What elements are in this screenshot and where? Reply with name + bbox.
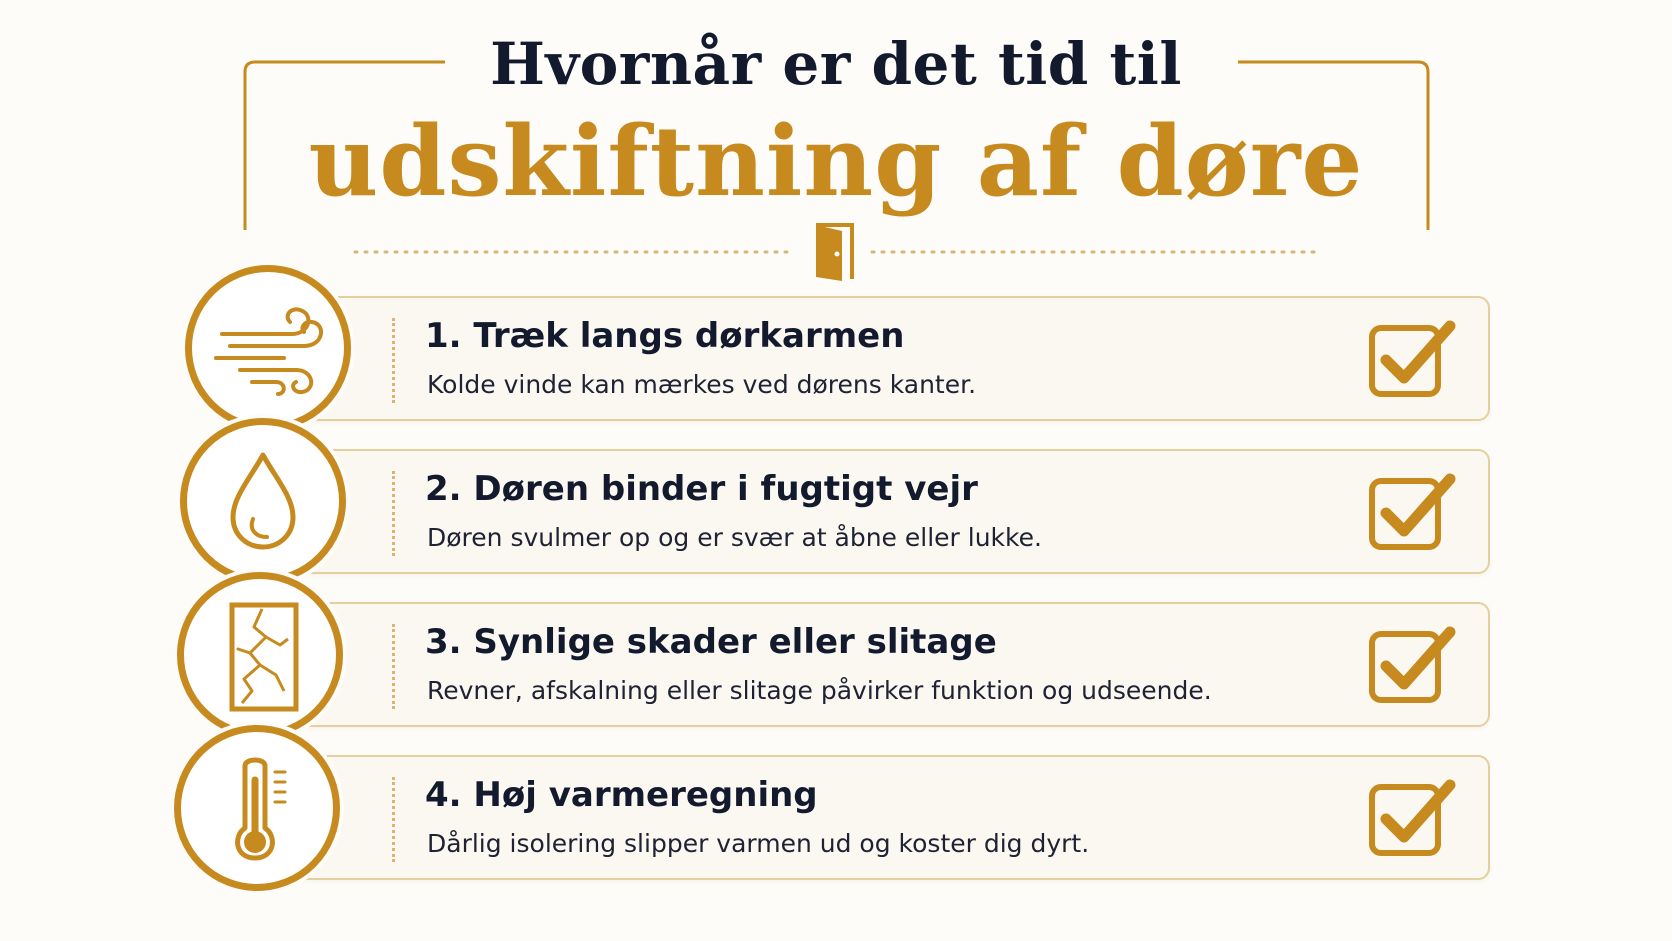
item-description: Dårlig isolering slipper varmen ud og koster dig dyrt. — [427, 829, 1090, 858]
checkbox-checked-icon — [1366, 624, 1458, 708]
list-item-2 — [290, 449, 1490, 574]
checkbox-checked-icon — [1366, 777, 1458, 861]
row-divider — [392, 624, 395, 709]
item-heading: 3. Synlige skader eller slitage — [425, 622, 997, 662]
checkbox-checked-icon — [1366, 471, 1458, 555]
item-description: Kolde vinde kan mærkes ved dørens kanter. — [427, 370, 977, 399]
wind-circle — [185, 265, 351, 431]
drop-circle — [180, 418, 346, 584]
wind-icon — [192, 272, 344, 424]
row-divider — [392, 318, 395, 403]
title-line-2: udskiftning af døre — [308, 105, 1364, 218]
cracked-door-icon — [184, 579, 336, 731]
thermometer-circle — [174, 725, 340, 891]
item-heading: 2. Døren binder i fugtigt vejr — [425, 469, 978, 509]
title-line-1: Hvornår er det tid til — [490, 30, 1182, 98]
water-drop-icon — [187, 425, 339, 577]
cracked-door-circle — [177, 572, 343, 738]
item-heading: 4. Høj varmeregning — [425, 775, 818, 815]
item-heading: 1. Træk langs dørkarmen — [425, 316, 905, 356]
row-divider — [392, 777, 395, 862]
door-icon — [810, 221, 860, 283]
row-divider — [392, 471, 395, 556]
checkbox-checked-icon — [1366, 318, 1458, 402]
list-item-3 — [290, 602, 1490, 727]
list-item-1 — [290, 296, 1490, 421]
thermometer-icon — [181, 732, 333, 884]
item-description: Revner, afskalning eller slitage påvirker funktion og udseende. — [427, 676, 1212, 705]
list-item-4 — [290, 755, 1490, 880]
item-description: Døren svulmer op og er svær at åbne eller lukke. — [427, 523, 1042, 552]
